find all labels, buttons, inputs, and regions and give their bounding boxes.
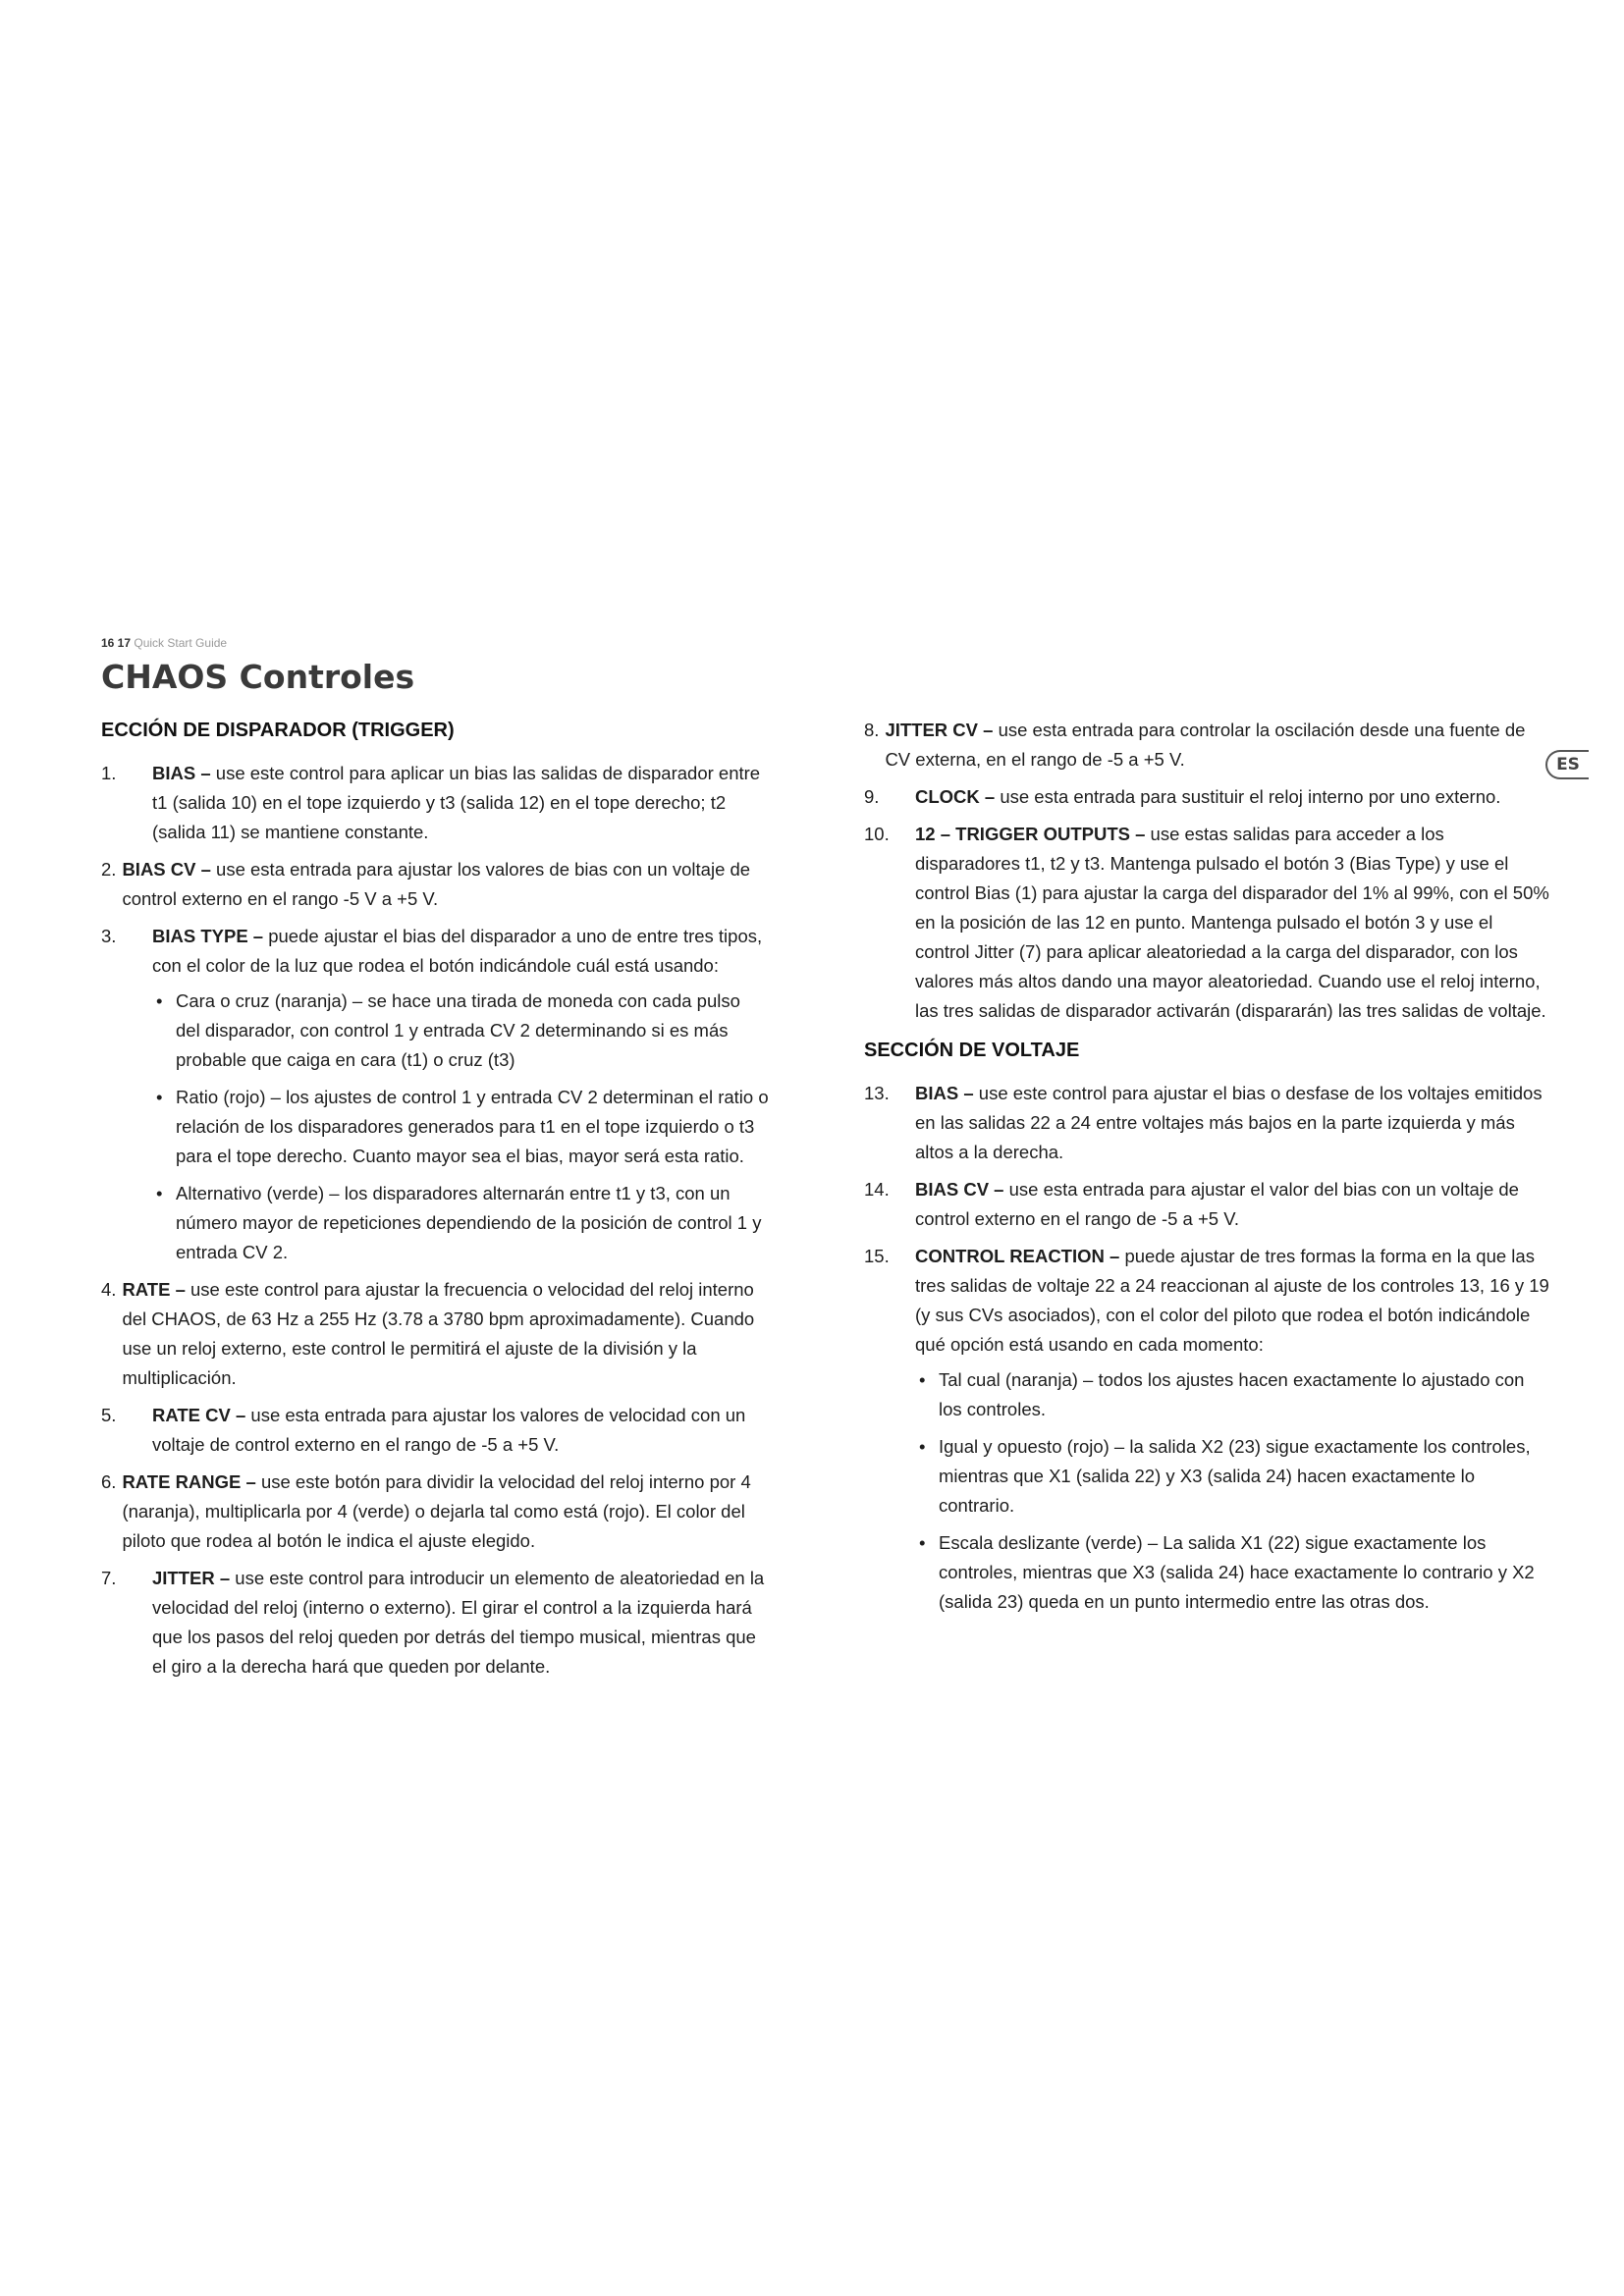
item-number: 8. [864, 720, 880, 740]
right-items-list-b [864, 1079, 1551, 1617]
item-number: 2. [101, 859, 117, 880]
item-body [152, 1564, 769, 1682]
item-label: BIAS CV – [915, 1179, 1004, 1200]
item-line [101, 855, 769, 914]
bullet-list [915, 1365, 1551, 1617]
list-item [101, 922, 769, 1267]
bullet-item: • Ratio (rojo) – los ajustes de control 1 y entrada CV 2 determinan el ratio o relación de los disparadores generados para t1 en el tope izquierdo o t3 para el tope derecho. Cuanto mayor sea el bias, mayor será esta ratio. [152, 1083, 769, 1171]
item-number: 9. [864, 786, 880, 807]
item-text: use estas salidas para acceder a los disparadores t1, t2 y t3. Mantenga pulsado el botón 3 (Bias Type) y use el control Bias (1) para ajustar la carga del disparador del 1% al 99%, con el 50% en la posición de las 12 en punto. Mantenga pulsado el botón 3 y use el control Jitter (7) para aplicar aleatoriedad a la carga del disparador, con los valores más altos dando una mayor aleatoriedad. Cuando use el reloj interno, las tres salidas de disparador activarán (dispararán) las tres salidas de voltaje. [915, 824, 1549, 1021]
list-item [864, 716, 1551, 774]
item-label: JITTER – [152, 1568, 231, 1588]
item-label: CONTROL REACTION – [915, 1246, 1120, 1266]
guide-label: Quick Start Guide [134, 636, 228, 650]
left-items-list [101, 759, 769, 1682]
item-text: use esta entrada para controlar la oscilación desde una fuente de CV externa, en el rango de -5 a +5 V. [885, 720, 1526, 770]
item-text: use este botón para dividir la velocidad del reloj interno por 4 (naranja), multiplicarla por 4 (verde) o dejarla tal como está (rojo). El color del piloto que rodea al botón le indica el ajuste elegido. [122, 1471, 751, 1551]
item-text: use este control para ajustar la frecuencia o velocidad del reloj interno del CHAOS, de 63 Hz a 255 Hz (3.78 a 3780 bpm aproximadamente). Cuando use un reloj externo, este control le permitirá el ajuste de la división y la multiplicación. [122, 1279, 755, 1388]
item-text: use este control para aplicar un bias las salidas de disparador entre t1 (salida 10) en el tope izquierdo y t3 (salida 12) en el tope derecho; t2 (salida 11) se mantiene constante. [152, 763, 761, 842]
item-label: BIAS TYPE – [152, 926, 264, 946]
item-body [915, 1175, 1551, 1234]
item-body [915, 820, 1551, 1026]
item-number: 4. [101, 1279, 117, 1300]
item-body [152, 922, 769, 981]
list-item [101, 1401, 769, 1460]
item-text: use esta entrada para ajustar los valores de velocidad con un voltaje de control externo en el rango de -5 a +5 V. [152, 1405, 746, 1455]
item-label: JITTER CV – [885, 720, 994, 740]
item-line [864, 1079, 1551, 1167]
item-line [864, 1175, 1551, 1234]
page-title: CHAOS Controles [101, 658, 415, 696]
item-number: 10. [864, 824, 890, 844]
bullet-item: • Tal cual (naranja) – todos los ajustes hacen exactamente lo ajustado con los controles. [915, 1365, 1551, 1424]
item-line [101, 922, 769, 981]
list-item [864, 820, 1551, 1026]
item-line [101, 759, 769, 847]
item-line [101, 1401, 769, 1460]
item-line [864, 820, 1551, 1026]
item-label: BIAS – [152, 763, 211, 783]
item-line [101, 1275, 769, 1393]
item-body [122, 1468, 769, 1556]
bullet-item: • Igual y opuesto (rojo) – la salida X2 (23) sigue exactamente los controles, mientras que X1 (salida 22) y X3 (salida 24) hacen exactamente lo contrario. [915, 1432, 1551, 1521]
left-column [101, 716, 769, 1689]
item-number: 3. [101, 926, 117, 946]
item-line [864, 716, 1551, 774]
bullet-list [152, 987, 769, 1267]
item-text: use esta entrada para ajustar el valor del bias con un voltaje de control externo en el rango de -5 a +5 V. [915, 1179, 1519, 1229]
item-number: 5. [101, 1405, 117, 1425]
item-number: 7. [101, 1568, 117, 1588]
item-body [122, 1275, 769, 1393]
item-body [122, 855, 769, 914]
item-line [864, 1242, 1551, 1360]
item-number: 6. [101, 1471, 117, 1492]
item-line [101, 1468, 769, 1556]
item-text: use esta entrada para sustituir el reloj interno por uno externo. [995, 786, 1501, 807]
page-header [101, 636, 227, 650]
item-label: BIAS CV – [122, 859, 211, 880]
item-body [152, 759, 769, 847]
item-line [864, 782, 1551, 812]
item-label: 12 – TRIGGER OUTPUTS – [915, 824, 1146, 844]
list-item [864, 1242, 1551, 1617]
item-body [885, 716, 1551, 774]
item-body [915, 1242, 1551, 1360]
item-label: RATE RANGE – [122, 1471, 256, 1492]
list-item [101, 855, 769, 914]
item-number: 1. [101, 763, 117, 783]
item-label: RATE CV – [152, 1405, 246, 1425]
item-text: puede ajustar de tres formas la forma en la que las tres salidas de voltaje 22 a 24 reaccionan al ajuste de los controles 13, 16 y 19 (y sus CVs asociados), con el color del piloto que rodea el botón indicándole qué opción está usando en cada momento: [915, 1246, 1549, 1355]
item-body [152, 1401, 769, 1460]
item-number: 15. [864, 1246, 890, 1266]
item-text: use esta entrada para ajustar los valores de bias con un voltaje de control externo en el rango -5 V a +5 V. [122, 859, 751, 909]
list-item [101, 1564, 769, 1682]
list-item [864, 1079, 1551, 1167]
section-heading-voltage: SECCIÓN DE VOLTAJE [864, 1040, 1080, 1061]
bullet-item: • Cara o cruz (naranja) – se hace una tirada de moneda con cada pulso del disparador, con control 1 y entrada CV 2 determinando si es más probable que caiga en cara (t1) o cruz (t3) [152, 987, 769, 1075]
list-item [101, 1468, 769, 1556]
item-text: use este control para introducir un elemento de aleatoriedad en la velocidad del reloj (interno o externo). El girar el control a la izquierda hará que los pasos del reloj queden por detrás del tiempo musical, mientras que el giro a la derecha hará que queden por delante. [152, 1568, 765, 1677]
item-number: 13. [864, 1083, 890, 1103]
section-heading-trigger: ECCIÓN DE DISPARADOR (TRIGGER) [101, 720, 455, 741]
item-text: use este control para ajustar el bias o desfase de los voltajes emitidos en las salidas 22 a 24 entre voltajes más bajos en la parte izquierda y más altos a la derecha. [915, 1083, 1543, 1162]
list-item [101, 759, 769, 847]
page-numbers: 16 17 [101, 636, 132, 650]
right-column [864, 716, 1551, 1625]
item-label: RATE – [122, 1279, 186, 1300]
bullet-item: • Alternativo (verde) – los disparadores alternarán entre t1 y t3, con un número mayor de repeticiones dependiendo de la posición de control 1 y entrada CV 2. [152, 1179, 769, 1267]
bullet-item: • Escala deslizante (verde) – La salida X1 (22) sigue exactamente los controles, mientras que X3 (salida 24) hace exactamente lo contrario y X2 (salida 23) queda en un punto intermedio entre las otras dos. [915, 1528, 1551, 1617]
item-body [915, 782, 1551, 812]
item-label: BIAS – [915, 1083, 974, 1103]
list-item [101, 1275, 769, 1393]
item-text: puede ajustar el bias del disparador a uno de entre tres tipos, con el color de la luz que rodea el botón indicándole cuál está usando: [152, 926, 763, 976]
item-line [101, 1564, 769, 1682]
language-badge: ES [1545, 750, 1589, 779]
list-item [864, 1175, 1551, 1234]
item-body [915, 1079, 1551, 1167]
list-item [864, 782, 1551, 812]
item-number: 14. [864, 1179, 890, 1200]
right-items-list-a [864, 716, 1551, 1026]
item-label: CLOCK – [915, 786, 996, 807]
